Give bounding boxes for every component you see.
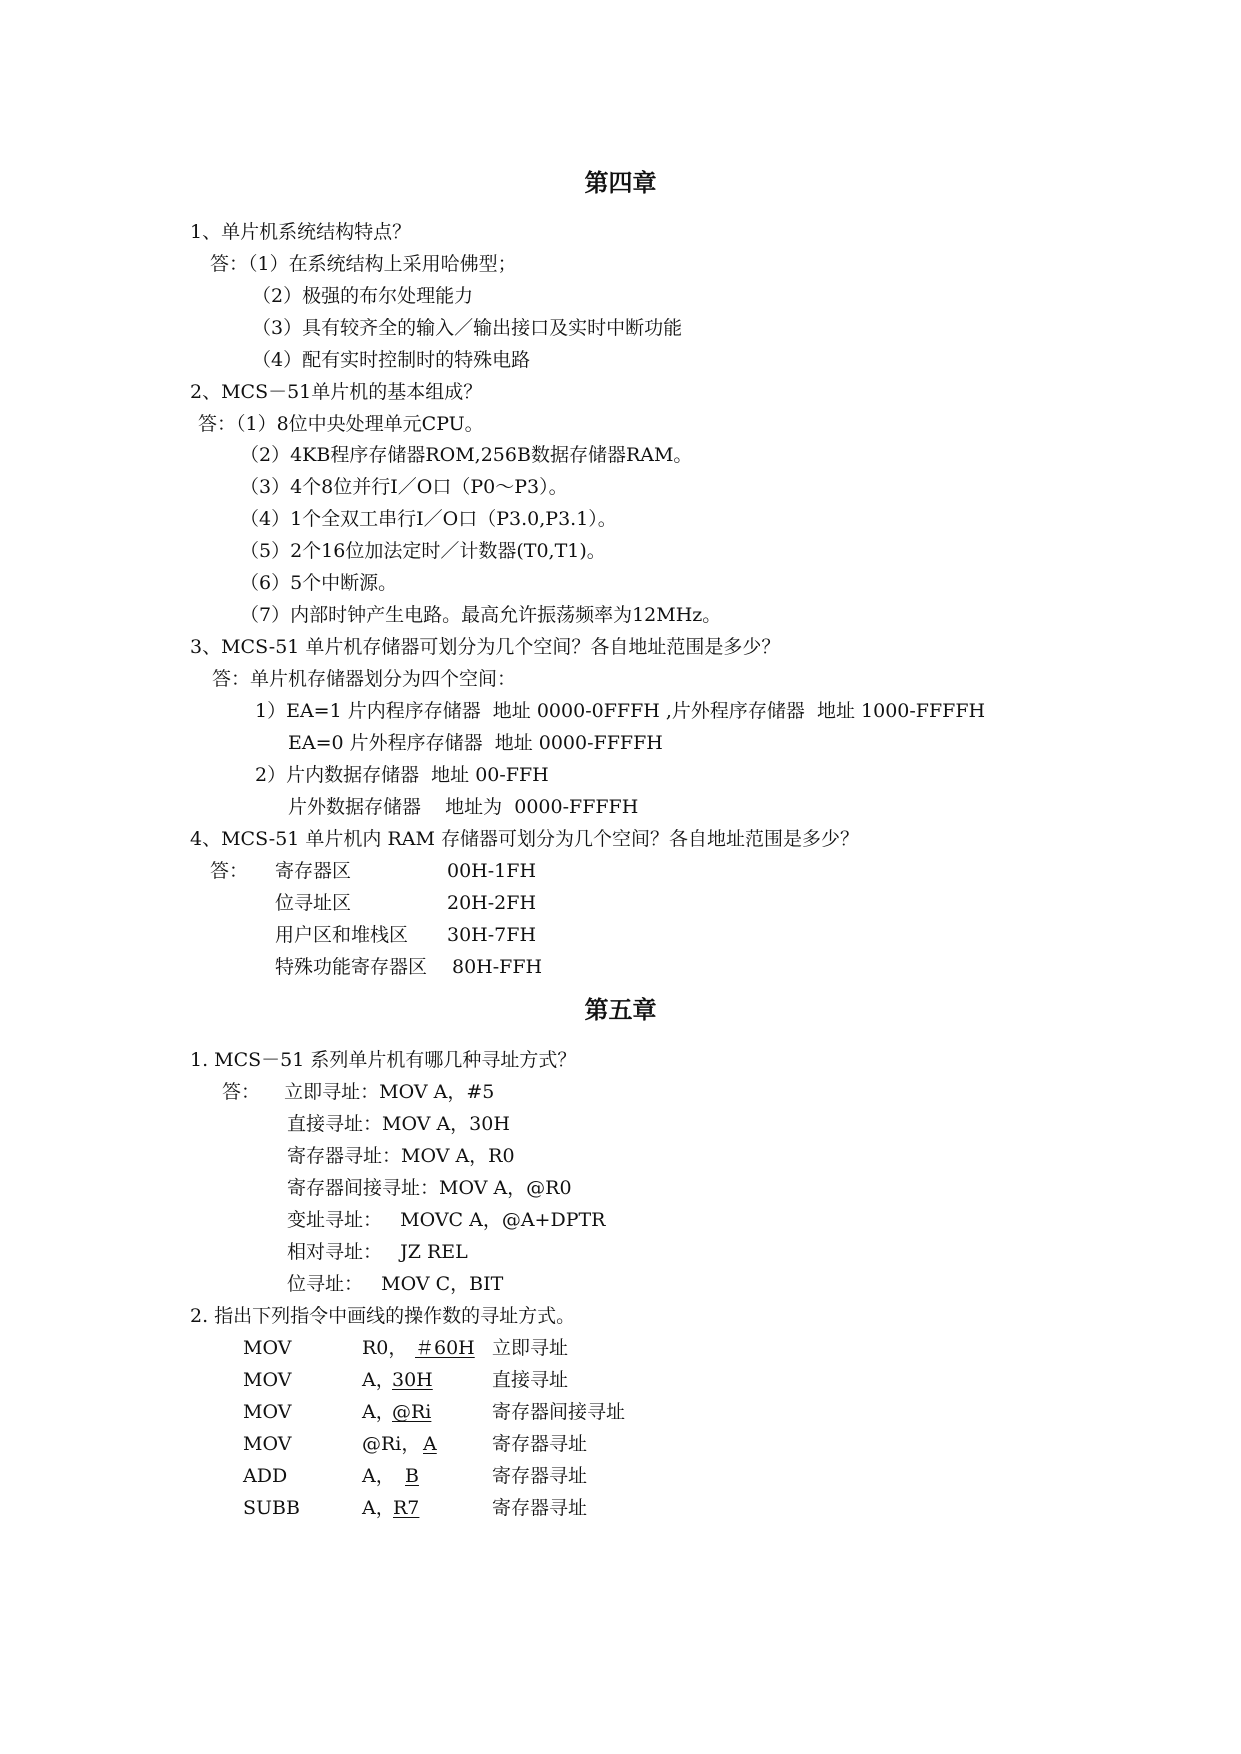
instruction-opcode: MOV	[243, 1369, 292, 1391]
ram-area-range: 80H-FFH	[452, 956, 543, 978]
instruction-operand-prefix: @Ri，	[362, 1433, 421, 1455]
instruction-operand-underlined: A	[423, 1433, 437, 1455]
ch4-q1-answer-line: （3）具有较齐全的输入／输出接口及实时中断功能	[252, 317, 683, 339]
ram-area-range: 30H-7FH	[447, 924, 537, 946]
instruction-operand-prefix: A，	[362, 1369, 395, 1391]
chapter-five-title: 第五章	[584, 995, 657, 1024]
ch5-q1-answer-line: 答： 立即寻址：MOV A，#5	[222, 1081, 495, 1103]
ch5-q2: 2. 指出下列指令中画线的操作数的寻址方式。	[190, 1305, 576, 1327]
ch4-q1-answer-line: （4）配有实时控制时的特殊电路	[252, 349, 531, 371]
instruction-operand-underlined: ＃60H	[415, 1337, 475, 1359]
instruction-operand-underlined: @Ri	[392, 1401, 432, 1423]
addressing-mode: 寄存器寻址	[492, 1497, 588, 1519]
instruction-operand-underlined: R7	[393, 1497, 420, 1519]
instruction-opcode: ADD	[243, 1465, 288, 1487]
ch5-q1-answer-line: 寄存器间接寻址：MOV A，@R0	[287, 1177, 572, 1199]
addressing-mode: 寄存器间接寻址	[492, 1401, 626, 1423]
ch5-q1-answer-line: 位寻址： MOV C，BIT	[287, 1273, 504, 1295]
ch4-q3: 3、MCS-51 单片机存储器可划分为几个空间？各自地址范围是多少？	[190, 636, 781, 658]
ram-area-name: 寄存器区	[275, 860, 352, 882]
ch4-q3-answer-line: EA=0 片外程序存储器 地址 0000-FFFFH	[288, 732, 663, 754]
ch4-q3-answer-line: 片外数据存储器 地址为 0000-FFFFH	[288, 796, 639, 818]
ram-area-name: 特殊功能寄存器区	[275, 956, 428, 978]
addressing-mode: 立即寻址	[492, 1337, 569, 1359]
ch4-q3-answer-line: 答：单片机存储器划分为四个空间：	[212, 668, 517, 690]
addressing-mode: 寄存器寻址	[492, 1433, 588, 1455]
ch4-q2-answer-line: 答：（1）8位中央处理单元CPU。	[198, 413, 484, 435]
addressing-mode: 寄存器寻址	[492, 1465, 588, 1487]
instruction-opcode: MOV	[243, 1401, 292, 1423]
addressing-mode: 直接寻址	[492, 1369, 569, 1391]
ram-area-name: 用户区和堆栈区	[275, 924, 409, 946]
ch4-q1-answer-line: （2）极强的布尔处理能力	[252, 285, 474, 307]
instruction-opcode: SUBB	[243, 1497, 300, 1519]
ch5-q1: 1. MCS－51 系列单片机有哪几种寻址方式？	[190, 1049, 577, 1071]
ch4-q2: 2、MCS－51单片机的基本组成？	[190, 381, 483, 403]
instruction-operand-underlined: B	[405, 1465, 419, 1487]
ch5-q1-answer-line: 寄存器寻址：MOV A，R0	[287, 1145, 515, 1167]
instruction-opcode: MOV	[243, 1337, 292, 1359]
instruction-opcode: MOV	[243, 1433, 292, 1455]
ch4-q2-answer-line: （3）4个8位并行I／O口（P0～P3）。	[240, 476, 568, 498]
ch4-q3-answer-line: 1）EA=1 片内程序存储器 地址 0000-0FFFH ,片外程序存储器 地址 1000-FFFFH	[255, 700, 986, 722]
ch4-q1: 1、单片机系统结构特点？	[190, 221, 412, 243]
ch4-q2-answer-line: （7）内部时钟产生电路。最高允许振荡频率为12MHz。	[240, 604, 722, 626]
ram-area-range: 00H-1FH	[447, 860, 537, 882]
instruction-operand-prefix: R0，	[362, 1337, 408, 1359]
ch5-q1-answer-line: 直接寻址：MOV A，30H	[287, 1113, 510, 1135]
ch4-q4-answer-prefix: 答：	[210, 860, 249, 882]
chapter-four-title: 第四章	[584, 168, 657, 197]
instruction-operand-prefix: A，	[362, 1497, 395, 1519]
ram-area-range: 20H-2FH	[447, 892, 537, 914]
ram-area-name: 位寻址区	[275, 892, 352, 914]
ch4-q1-answer-line: 答：（1）在系统结构上采用哈佛型；	[210, 253, 517, 275]
ch5-q1-answer-line: 变址寻址： MOVC A，@A+DPTR	[287, 1209, 606, 1231]
ch4-q2-answer-line: （6）5个中断源。	[240, 572, 398, 594]
ch4-q2-answer-line: （2）4KB程序存储器ROM,256B数据存储器RAM。	[240, 444, 693, 466]
ch4-q2-answer-line: （4）1个全双工串行I／O口（P3.0,P3.1）。	[240, 508, 617, 530]
ch4-q4: 4、MCS-51 单片机内 RAM 存储器可划分为几个空间？各自地址范围是多少？	[190, 828, 859, 850]
ch4-q2-answer-line: （5）2个16位加法定时／计数器(T0,T1)。	[240, 540, 606, 562]
ch5-q1-answer-line: 相对寻址： JZ REL	[287, 1241, 468, 1263]
instruction-operand-underlined: 30H	[392, 1369, 433, 1391]
instruction-operand-prefix: A，	[362, 1465, 395, 1487]
instruction-operand-prefix: A，	[362, 1401, 395, 1423]
ch4-q3-answer-line: 2）片内数据存储器 地址 00-FFH	[255, 764, 549, 786]
